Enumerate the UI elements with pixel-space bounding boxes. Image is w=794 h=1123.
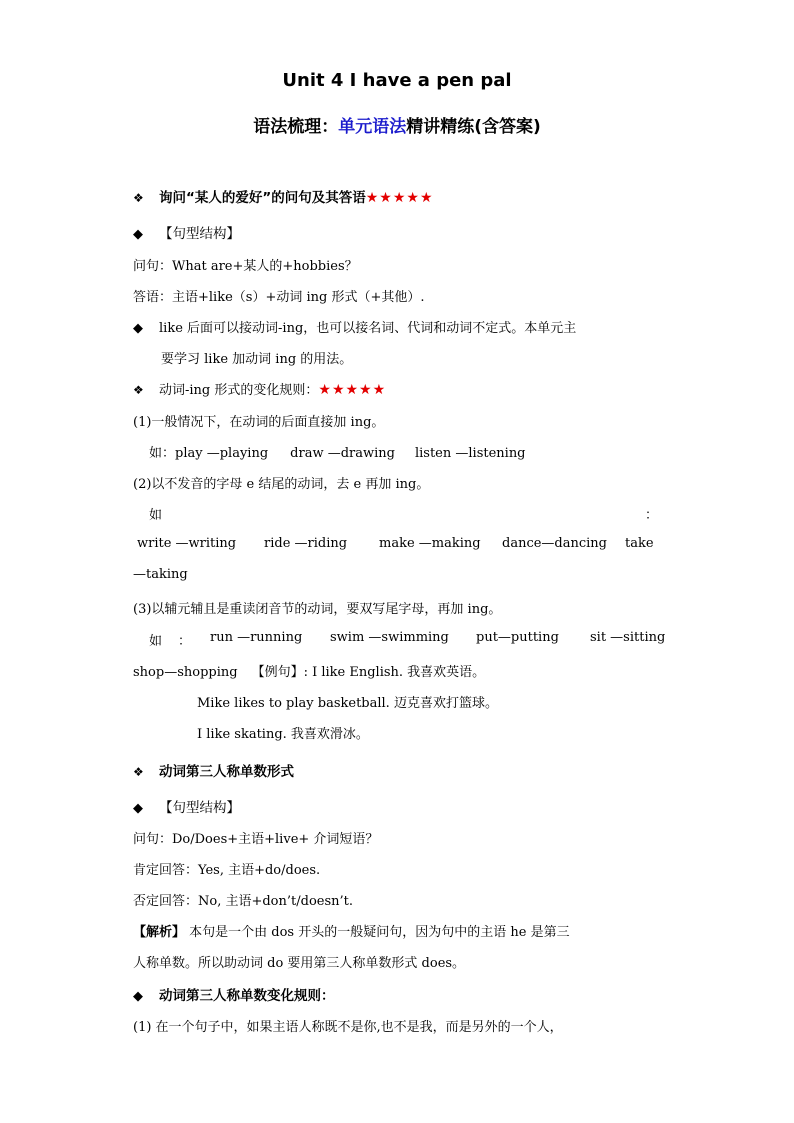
negative-answer-line: 否定回答：No, 主语+don’t/doesn’t. bbox=[133, 894, 353, 909]
rules-heading-line bbox=[133, 984, 335, 1004]
ing-rule-3: (3)以辅元辅且是重读闭音节的动词，要双写尾字母，再加 ing。 bbox=[133, 602, 502, 617]
ing-rule-2: (2)以不发音的字母 e 结尾的动词，去 e 再加 ing。 bbox=[133, 477, 430, 492]
structure-label: 【句型结构】 bbox=[159, 800, 240, 816]
rating-stars: ★★★★★ bbox=[318, 382, 387, 398]
example-sentence-2: Mike likes to play basketball. 迈克喜欢打篮球。 bbox=[197, 696, 498, 711]
note-line-2: 要学习 like 加动词 ing 的用法。 bbox=[161, 352, 353, 367]
ing-rule-2-prefix: 如 bbox=[149, 508, 163, 523]
example-item: listen —listening bbox=[414, 446, 526, 461]
section-hobbies-heading bbox=[133, 186, 434, 206]
ing-rule-2-wrap: —taking bbox=[133, 567, 188, 582]
example-item: play —playing bbox=[175, 446, 269, 461]
example-item: draw —drawing bbox=[290, 446, 395, 461]
wrap-example: shop—shopping bbox=[133, 665, 238, 680]
analysis-line-1 bbox=[133, 921, 570, 940]
bullet-solid-diamond-icon: ◆ bbox=[133, 321, 143, 336]
note-text-1: like 后面可以接动词-ing，也可以接名词、代词和动词不定式。本单元主 bbox=[159, 321, 577, 336]
ing-rule-2-example-3: make —making bbox=[379, 536, 481, 551]
rating-stars: ★★★★★ bbox=[365, 190, 434, 206]
ing-rule-2-colon: ： bbox=[645, 508, 659, 523]
ing-rule-2-example-2: ride —riding bbox=[264, 536, 348, 551]
ing-rule-3-example-1: run —running bbox=[210, 630, 303, 645]
subtitle-highlight: 单元语法 bbox=[338, 117, 407, 137]
analysis-label: 【解析】 bbox=[133, 925, 186, 940]
document-title: Unit 4 I have a pen pal bbox=[282, 70, 512, 91]
ing-rule-3-example-3: put—putting bbox=[476, 630, 559, 645]
ing-rule-3-colon: ： bbox=[178, 634, 192, 649]
ing-rule-2-example-1: write —writing bbox=[137, 536, 237, 551]
document-subtitle bbox=[0, 112, 794, 137]
question-line-2: 问句：Do/Does+主语+live+ 介词短语？ bbox=[133, 832, 379, 847]
analysis-line-2: 人称单数。所以助动词 do 要用第三人称单数形式 does。 bbox=[133, 956, 466, 971]
ing-rule-2-example-5: take bbox=[625, 536, 654, 551]
ing-heading-text: 动词-ing 形式的变化规则： bbox=[159, 383, 319, 398]
question-line: 问句：What are+某人的+hobbies？ bbox=[133, 259, 358, 274]
answer-line: 答语：主语+like（s）+动词 ing 形式（+其他）. bbox=[133, 290, 425, 305]
analysis-text-1: 本句是一个由 dos 开头的一般疑问句，因为句中的主语 he 是第三 bbox=[185, 925, 570, 940]
ing-rule-3-prefix: 如 bbox=[149, 634, 163, 649]
rules-heading-text: 动词第三人称单数变化规则： bbox=[159, 988, 335, 1004]
example-prefix: 如： bbox=[149, 446, 176, 461]
third-person-rule-1: (1) 在一个句子中，如果主语人称既不是你,也不是我，而是另外的一个人， bbox=[133, 1020, 563, 1035]
structure-label-line-2 bbox=[133, 796, 240, 816]
structure-label: 【句型结构】 bbox=[159, 226, 240, 242]
bullet-diamond-icon: ❖ bbox=[133, 383, 144, 397]
example-label: 【例句】 bbox=[251, 665, 304, 680]
note-line-1 bbox=[133, 317, 576, 336]
bullet-solid-diamond-icon: ◆ bbox=[133, 227, 143, 242]
subtitle-suffix: 精讲精练(含答案) bbox=[406, 117, 541, 137]
bullet-diamond-icon: ❖ bbox=[133, 765, 144, 779]
ing-rule-2-example-4: dance—dancing bbox=[502, 536, 607, 551]
structure-label-line bbox=[133, 222, 240, 242]
ing-rule-3-wrap-line bbox=[133, 661, 485, 680]
positive-answer-line: 肯定回答：Yes, 主语+do/does. bbox=[133, 863, 321, 878]
bullet-diamond-icon: ❖ bbox=[133, 191, 144, 205]
subtitle-prefix: 语法梳理： bbox=[253, 117, 339, 137]
ing-rules-heading bbox=[133, 379, 386, 398]
heading-text: 动词第三人称单数形式 bbox=[159, 764, 294, 780]
ing-rule-3-example-2: swim —swimming bbox=[330, 630, 449, 645]
bullet-solid-diamond-icon: ◆ bbox=[133, 989, 143, 1004]
section-third-person-heading bbox=[133, 760, 294, 780]
heading-text: 询问“某人的爱好”的问句及其答语 bbox=[159, 190, 366, 206]
ing-rule-3-example-4: sit —sitting bbox=[590, 630, 666, 645]
bullet-solid-diamond-icon: ◆ bbox=[133, 801, 143, 816]
ing-rule-1-examples bbox=[149, 442, 526, 461]
ing-rule-1: (1)一般情况下，在动词的后面直接加 ing。 bbox=[133, 415, 385, 430]
example-sentence-1: : I like English. 我喜欢英语。 bbox=[303, 665, 486, 680]
example-sentence-3: I like skating. 我喜欢滑冰。 bbox=[197, 727, 369, 742]
